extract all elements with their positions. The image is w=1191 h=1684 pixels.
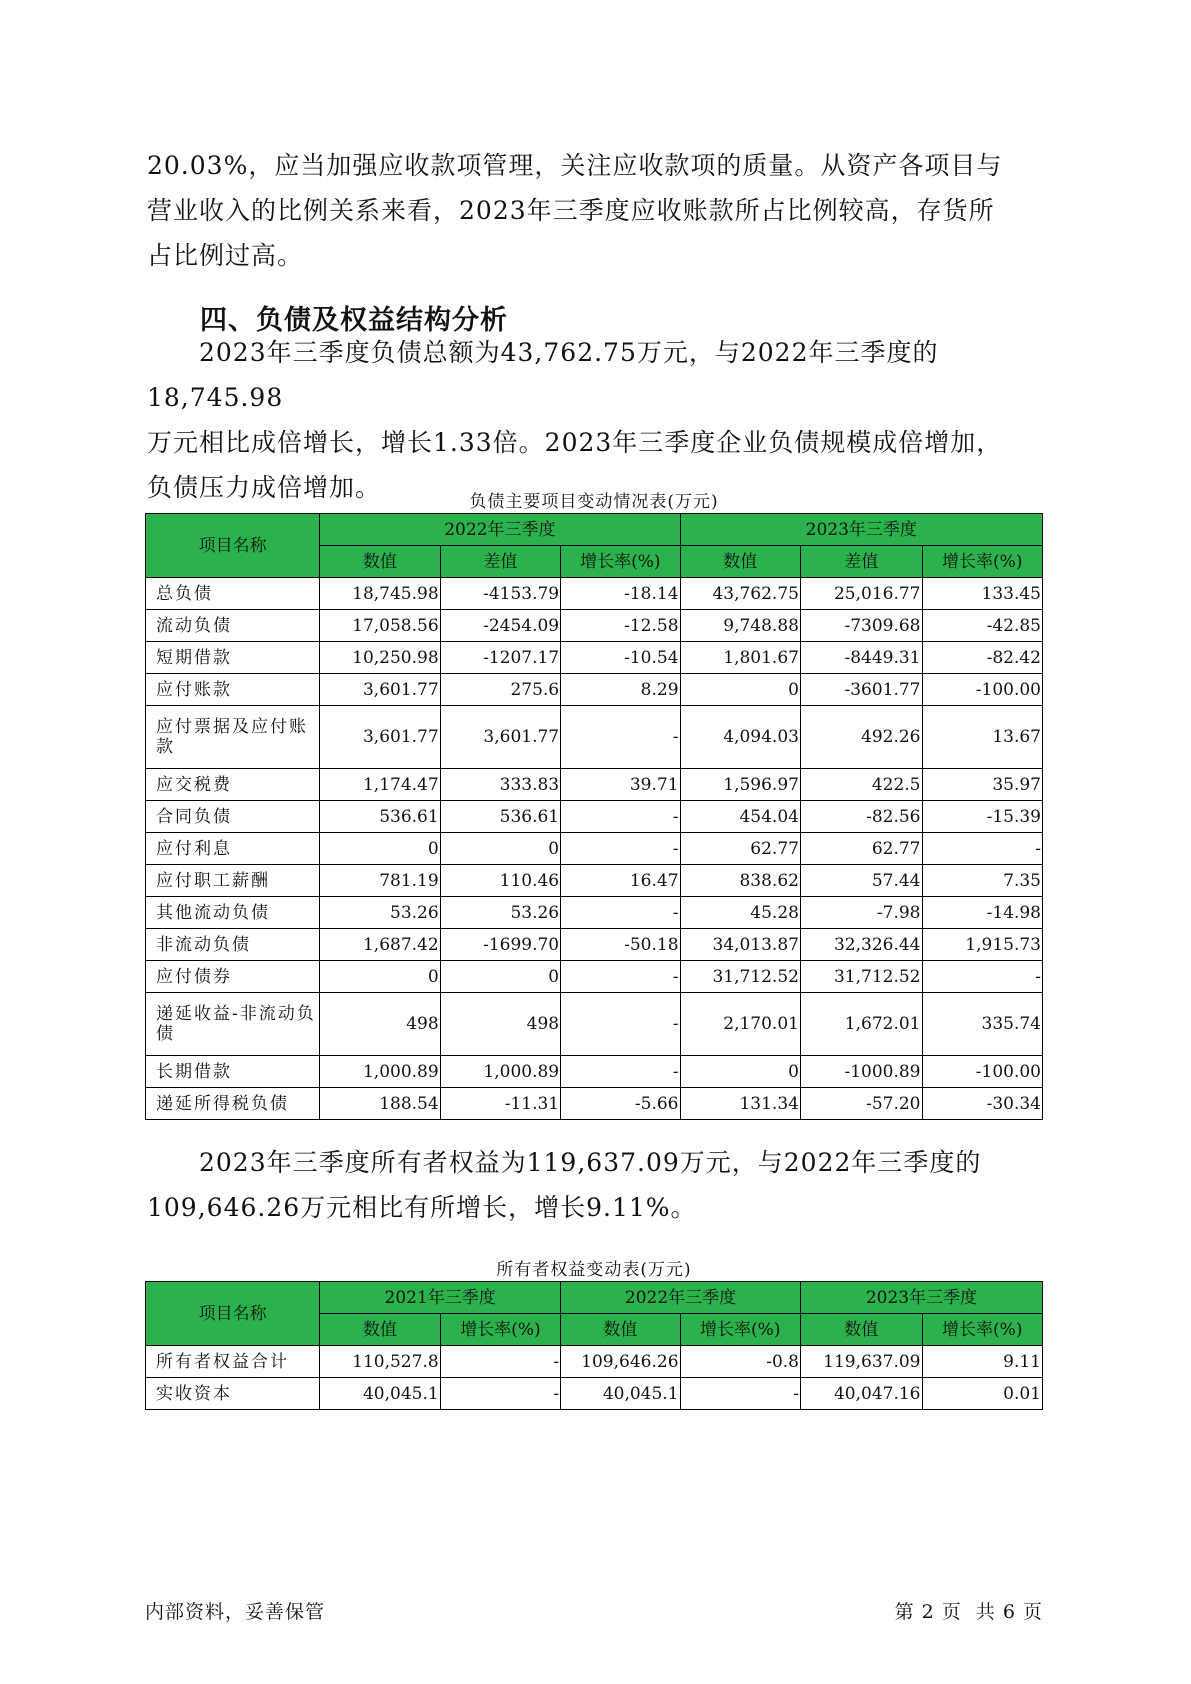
column-header: 差值: [800, 546, 922, 578]
table-cell: 34,013.87: [680, 929, 800, 961]
column-header: 增长率(%): [680, 1314, 800, 1346]
table-cell: 40,045.1: [561, 1378, 680, 1410]
table-cell: 9.11: [922, 1346, 1043, 1378]
equity-table-caption: 所有者权益变动表(万元): [496, 1260, 692, 1280]
row-label: 其他流动负债: [146, 897, 320, 929]
table-cell: -1000.89: [800, 1056, 922, 1088]
table-cell: 7.35: [922, 865, 1043, 897]
table-cell: 4,094.03: [680, 706, 800, 769]
table-cell: 1,687.42: [320, 929, 440, 961]
row-label: 总负债: [146, 578, 320, 610]
row-label: 实收资本: [146, 1378, 320, 1410]
table-cell: 16.47: [561, 865, 680, 897]
row-label: 应付债券: [146, 961, 320, 993]
table-cell: -1207.17: [440, 642, 560, 674]
table-cell: 0: [680, 1056, 800, 1088]
column-header: 数值: [800, 1314, 922, 1346]
table-cell: 536.61: [320, 801, 440, 833]
table-cell: 35.97: [922, 769, 1043, 801]
table-row: [146, 674, 1043, 706]
table-cell: 119,637.09: [800, 1346, 922, 1378]
table-cell: 40,047.16: [800, 1378, 922, 1410]
period-header: 2023年三季度: [800, 1282, 1042, 1314]
row-label: 应付职工薪酬: [146, 865, 320, 897]
liability-line: 负债压力成倍增加。: [147, 473, 382, 502]
table-cell: -10.54: [561, 642, 680, 674]
liability-paragraph: [147, 330, 1067, 510]
table-cell: 110,527.8: [320, 1346, 440, 1378]
table-cell: -0.8: [680, 1346, 800, 1378]
table-cell: 838.62: [680, 865, 800, 897]
table-cell: 0: [440, 833, 560, 865]
table-cell: -100.00: [922, 1056, 1043, 1088]
table-cell: -2454.09: [440, 610, 560, 642]
table-cell: -: [680, 1378, 800, 1410]
table-cell: 0.01: [922, 1378, 1043, 1410]
table-cell: -: [561, 706, 680, 769]
row-label: 递延收益-非流动负债: [146, 993, 320, 1056]
row-label: 应交税费: [146, 769, 320, 801]
intro-paragraph: [147, 143, 1067, 278]
period-header: 2021年三季度: [320, 1282, 561, 1314]
column-header: 增长率(%): [922, 546, 1043, 578]
column-header: 数值: [680, 546, 800, 578]
table-cell: -50.18: [561, 929, 680, 961]
liability-table-caption: 负债主要项目变动情况表(万元): [469, 492, 719, 512]
table-cell: -11.31: [440, 1088, 560, 1120]
table-cell: 39.71: [561, 769, 680, 801]
table-cell: 333.83: [440, 769, 560, 801]
table-row: [146, 865, 1043, 897]
table-cell: 62.77: [680, 833, 800, 865]
table-row: [146, 1346, 1043, 1378]
table-cell: 3,601.77: [320, 706, 440, 769]
table-cell: -100.00: [922, 674, 1043, 706]
table-row: [146, 961, 1043, 993]
row-label: 短期借款: [146, 642, 320, 674]
table-cell: -7309.68: [800, 610, 922, 642]
table-cell: -42.85: [922, 610, 1043, 642]
table-cell: 498: [320, 993, 440, 1056]
table-cell: 1,000.89: [440, 1056, 560, 1088]
table-row: [146, 801, 1043, 833]
table-cell: 131.34: [680, 1088, 800, 1120]
table-cell: 3,601.77: [320, 674, 440, 706]
footer-page-number: 第 2 页 共 6 页: [894, 1601, 1043, 1623]
table-row: [146, 833, 1043, 865]
table-cell: -: [561, 961, 680, 993]
table-cell: 3,601.77: [440, 706, 560, 769]
table-cell: -3601.77: [800, 674, 922, 706]
liability-line: 2023年三季度负债总额为43,762.75万元，与2022年三季度的18,745.98: [147, 338, 939, 412]
table-cell: 781.19: [320, 865, 440, 897]
equity-line: 2023年三季度所有者权益为119,637.09万元，与2022年三季度的: [199, 1148, 982, 1177]
equity-paragraph: [147, 1140, 1067, 1230]
table-cell: -: [922, 833, 1043, 865]
table-cell: 536.61: [440, 801, 560, 833]
table-cell: 13.67: [922, 706, 1043, 769]
row-label: 合同负债: [146, 801, 320, 833]
row-label: 应付账款: [146, 674, 320, 706]
table-row: [146, 929, 1043, 961]
table-cell: -7.98: [800, 897, 922, 929]
column-header: 数值: [561, 1314, 680, 1346]
table-cell: -18.14: [561, 578, 680, 610]
table-cell: 1,596.97: [680, 769, 800, 801]
table-cell: -: [440, 1378, 560, 1410]
intro-line: 20.03%，应当加强应收款项管理，关注应收款项的质量。从资产各项目与: [147, 151, 1003, 180]
table-cell: 133.45: [922, 578, 1043, 610]
table-cell: 10,250.98: [320, 642, 440, 674]
table-cell: 18,745.98: [320, 578, 440, 610]
table-cell: 62.77: [800, 833, 922, 865]
table-cell: 275.6: [440, 674, 560, 706]
table-cell: 188.54: [320, 1088, 440, 1120]
period-header: 2022年三季度: [320, 514, 680, 546]
table-cell: -57.20: [800, 1088, 922, 1120]
table-cell: -: [440, 1346, 560, 1378]
table-cell: 0: [440, 961, 560, 993]
row-label: 递延所得税负债: [146, 1088, 320, 1120]
section-heading: 四、负债及权益结构分析: [200, 305, 508, 336]
table-row: [146, 1378, 1043, 1410]
table-cell: 492.26: [800, 706, 922, 769]
row-label: 应付票据及应付账款: [146, 706, 320, 769]
table-cell: 1,672.01: [800, 993, 922, 1056]
row-label: 流动负债: [146, 610, 320, 642]
table-cell: 2,170.01: [680, 993, 800, 1056]
row-label: 应付利息: [146, 833, 320, 865]
table-row: [146, 897, 1043, 929]
column-header: 增长率(%): [922, 1314, 1043, 1346]
table-cell: 1,915.73: [922, 929, 1043, 961]
equity-table: [145, 1281, 1043, 1410]
table-cell: 0: [680, 674, 800, 706]
item-name-header: 项目名称: [146, 1282, 320, 1346]
table-cell: 109,646.26: [561, 1346, 680, 1378]
table-cell: -14.98: [922, 897, 1043, 929]
table-cell: 422.5: [800, 769, 922, 801]
table-cell: 1,801.67: [680, 642, 800, 674]
table-cell: -: [561, 833, 680, 865]
row-label: 长期借款: [146, 1056, 320, 1088]
table-cell: -82.42: [922, 642, 1043, 674]
table-cell: -12.58: [561, 610, 680, 642]
table-cell: 8.29: [561, 674, 680, 706]
table-cell: 498: [440, 993, 560, 1056]
table-cell: -82.56: [800, 801, 922, 833]
table-cell: -: [922, 961, 1043, 993]
table-cell: -: [561, 1056, 680, 1088]
table-cell: 0: [320, 833, 440, 865]
footer-confidential-note: 内部资料，妥善保管: [145, 1601, 326, 1623]
table-cell: -30.34: [922, 1088, 1043, 1120]
table-cell: -1699.70: [440, 929, 560, 961]
liability-line: 万元相比成倍增长，增长1.33倍。2023年三季度企业负债规模成倍增加，: [147, 428, 1003, 457]
table-cell: 31,712.52: [680, 961, 800, 993]
table-row: [146, 769, 1043, 801]
table-cell: -: [561, 897, 680, 929]
table-cell: 335.74: [922, 993, 1043, 1056]
table-cell: 9,748.88: [680, 610, 800, 642]
table-header-row: [146, 1282, 1043, 1314]
table-cell: -15.39: [922, 801, 1043, 833]
period-header: 2023年三季度: [680, 514, 1042, 546]
table-row: [146, 642, 1043, 674]
column-header: 数值: [320, 1314, 440, 1346]
table-cell: 40,045.1: [320, 1378, 440, 1410]
table-cell: -5.66: [561, 1088, 680, 1120]
equity-line: 109,646.26万元相比有所增长，增长9.11%。: [147, 1193, 697, 1222]
table-row: [146, 993, 1043, 1056]
column-header: 增长率(%): [440, 1314, 560, 1346]
item-name-header: 项目名称: [146, 514, 320, 578]
table-cell: 57.44: [800, 865, 922, 897]
table-cell: 110.46: [440, 865, 560, 897]
table-cell: 45.28: [680, 897, 800, 929]
table-cell: -4153.79: [440, 578, 560, 610]
table-cell: -8449.31: [800, 642, 922, 674]
table-cell: 17,058.56: [320, 610, 440, 642]
row-label: 非流动负债: [146, 929, 320, 961]
table-cell: -: [561, 993, 680, 1056]
table-cell: 53.26: [320, 897, 440, 929]
table-row: [146, 706, 1043, 769]
intro-line: 占比例过高。: [147, 241, 304, 270]
table-cell: 0: [320, 961, 440, 993]
table-cell: 31,712.52: [800, 961, 922, 993]
liability-table: [145, 513, 1043, 1120]
row-label: 所有者权益合计: [146, 1346, 320, 1378]
period-header: 2022年三季度: [561, 1282, 801, 1314]
column-header: 差值: [440, 546, 560, 578]
column-header: 增长率(%): [561, 546, 680, 578]
table-row: [146, 1088, 1043, 1120]
column-header: 数值: [320, 546, 440, 578]
table-cell: 1,000.89: [320, 1056, 440, 1088]
table-cell: 32,326.44: [800, 929, 922, 961]
table-row: [146, 578, 1043, 610]
table-cell: -: [561, 801, 680, 833]
table-row: [146, 1056, 1043, 1088]
table-header-row: [146, 514, 1043, 546]
intro-line: 营业收入的比例关系来看，2023年三季度应收账款所占比例较高，存货所: [147, 196, 995, 225]
table-cell: 43,762.75: [680, 578, 800, 610]
table-cell: 53.26: [440, 897, 560, 929]
table-cell: 454.04: [680, 801, 800, 833]
table-cell: 25,016.77: [800, 578, 922, 610]
table-cell: 1,174.47: [320, 769, 440, 801]
table-row: [146, 610, 1043, 642]
